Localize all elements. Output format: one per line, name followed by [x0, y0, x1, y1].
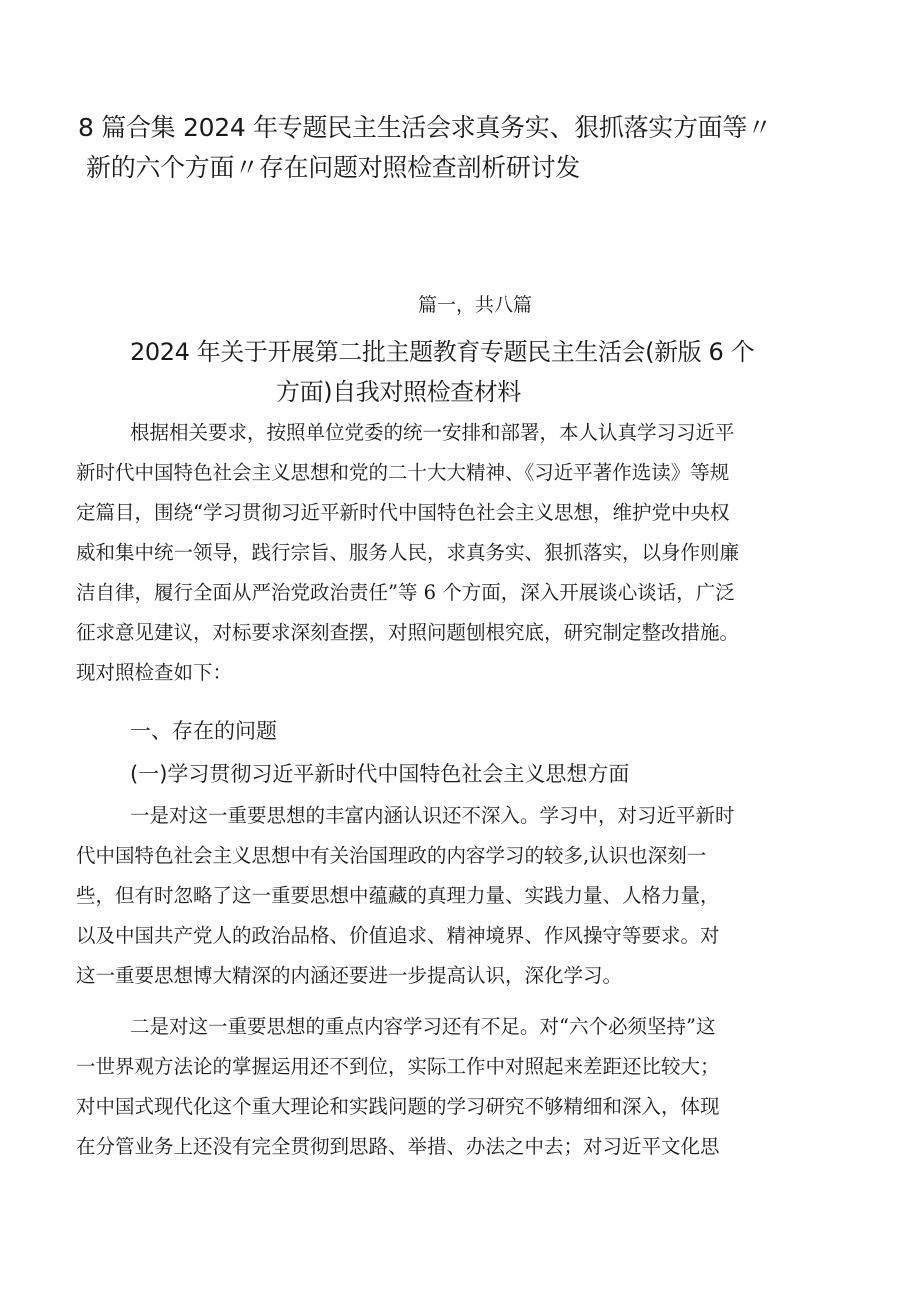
paragraph-1 [76, 796, 876, 996]
intro-line: 威和集中统一领导，践行宗旨、服务人民，求真务实、狠抓落实，以身作则廉 [76, 541, 740, 564]
paragraph-line: 这一重要思想博大精深的内涵还要进一步提高认识，深化学习。 [76, 964, 623, 987]
intro-line: 定篇目，围绕“学习贯彻习近平新时代中国特色社会主义思想，维护党中央权 [76, 501, 730, 524]
intro-line: 洁自律，履行全面从严治党政治责任”等 6 个方面，深入开展谈心谈话，广泛 [76, 581, 735, 604]
article-title-line-1: 2024 年关于开展第二批主题教育专题民主生活会(新版 6 个 [130, 338, 755, 366]
paragraph-line: 二是对这一重要思想的重点内容学习还有不足。对“六个必须坚持”这 [130, 1015, 716, 1038]
document-title-line-2: 新的六个方面〃存在问题对照检查剖析研讨发 [86, 153, 581, 182]
intro-paragraph [76, 413, 876, 693]
paragraph-line: 代中国特色社会主义思想中有关治国理政的内容学习的较多,认识也深刻一 [76, 844, 707, 867]
part-label: 篇一，共八篇 [417, 294, 532, 316]
paragraph-line: 在分管业务上还没有完全贯彻到思路、举措、办法之中去；对习近平文化思 [76, 1135, 720, 1158]
intro-line: 新时代中国特色社会主义思想和党的二十大大精神、《习近平著作选读》等规 [76, 461, 730, 484]
article-title-line-2: 方面)自我对照检查材料 [276, 378, 521, 406]
paragraph-line: 些，但有时忽略了这一重要思想中蕴藏的真理力量、实践力量、人格力量， [76, 884, 720, 907]
intro-line: 根据相关要求，按照单位党委的统一安排和部署，本人认真学习习近平 [130, 421, 735, 444]
intro-line: 征求意见建议，对标要求深刻查摆，对照问题刨根究底，研究制定整改措施。 [76, 621, 740, 644]
paragraph-2 [76, 1007, 876, 1167]
paragraph-line: 一世界观方法论的掌握运用还不到位，实际工作中对照起来差距还比较大； [76, 1055, 720, 1078]
paragraph-line: 对中国式现代化这个重大理论和实践问题的学习研究不够精细和深入，体现 [76, 1095, 720, 1118]
document-title-line-1: 8 篇合集 2024 年专题民主生活会求真务实、狠抓落实方面等〃 [78, 113, 772, 142]
section-heading: 一、存在的问题 [130, 719, 277, 743]
article-title [130, 332, 870, 412]
document-title [78, 108, 868, 188]
intro-line: 现对照检查如下： [76, 661, 233, 684]
paragraph-line: 一是对这一重要思想的丰富内涵认识还不深入。学习中，对习近平新时 [130, 804, 735, 827]
paragraph-line: 以及中国共产党人的政治品格、价值追求、精神境界、作风操守等要求。对 [76, 924, 720, 947]
subsection-heading: (一)学习贯彻习近平新时代中国特色社会主义思想方面 [130, 762, 630, 786]
